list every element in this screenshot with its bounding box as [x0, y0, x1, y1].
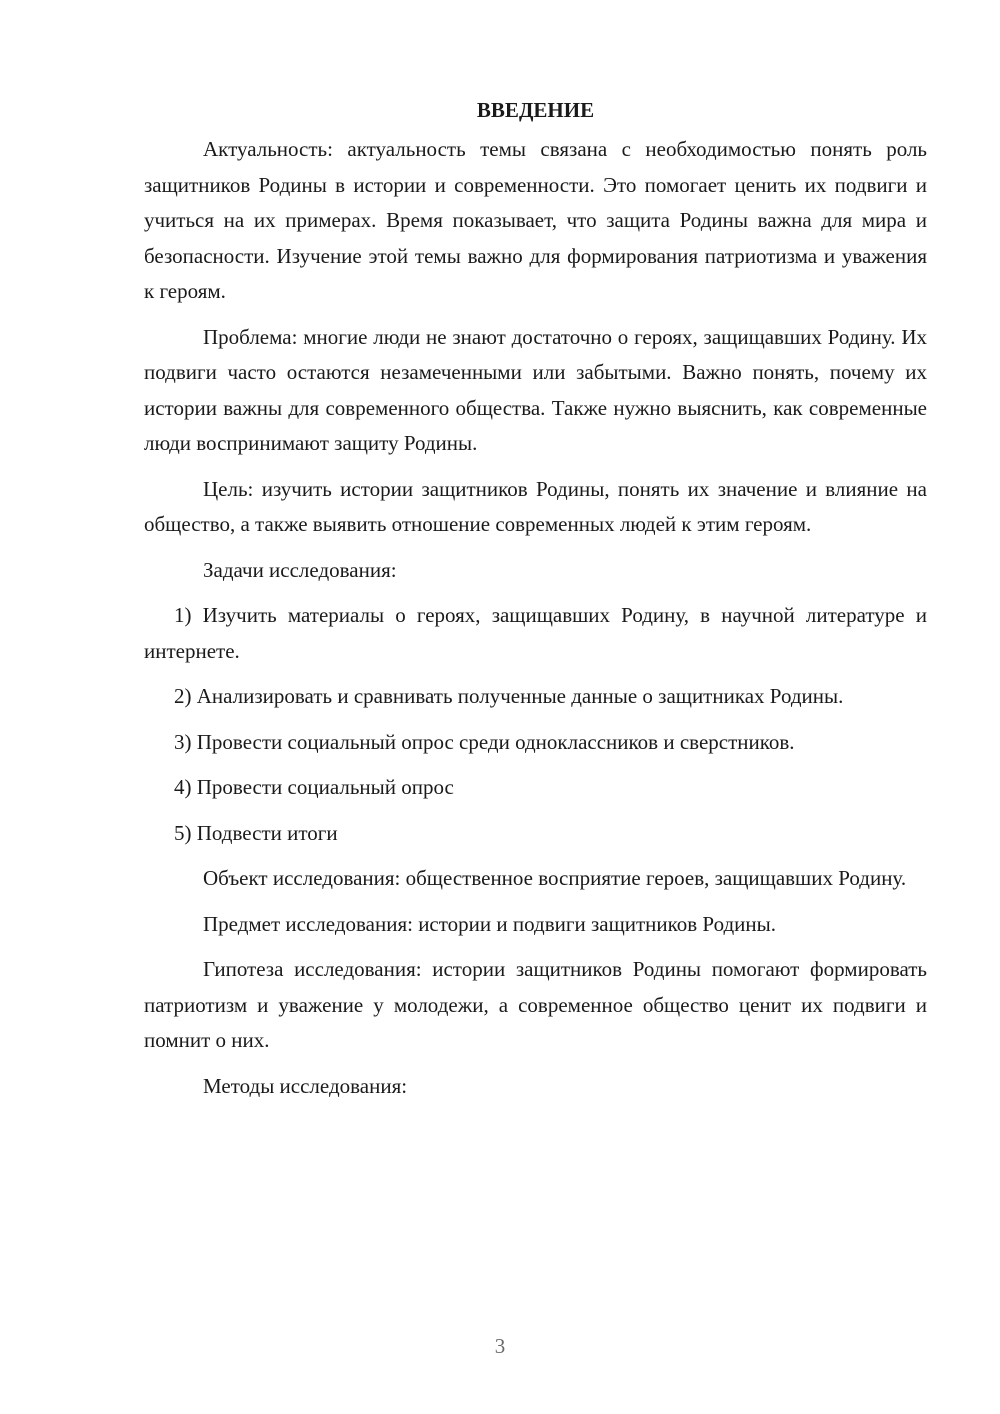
object-paragraph: Объект исследования: общественное восприятие героев, защищавших Родину.	[203, 866, 907, 890]
relevance-paragraph: Актуальность: актуальность темы связана с необходимостью понять роль защитников Родины в истории и современности. Это помогает ценить их подвиги и учиться на их примерах. Время показывает, что защита Родины важна для мира и безопасности. Изучение этой темы важно для формирования патриотизма и уважения к героям.	[144, 137, 927, 303]
methods-heading: Методы исследования:	[203, 1073, 408, 1098]
tasks-heading: Задачи исследования:	[203, 557, 397, 582]
task-item: 3) Провести социальный опрос среди одноклассников и сверстников.	[174, 729, 795, 754]
page-number: 3	[494, 1334, 506, 1358]
task-item: 1) Изучить материалы о героях, защищавших Родину, в научной литературе и интернете.	[144, 603, 927, 663]
task-item: 4) Провести социальный опрос	[174, 775, 454, 799]
problem-paragraph: Проблема: многие люди не знают достаточно о героях, защищавших Родину. Их подвиги часто остаются незамеченными или забытыми. Важно понять, почему их истории важны для современного общества. Также нужно выяснить, как современные люди воспринимают защиту Родины.	[144, 324, 927, 455]
subject-paragraph: Предмет исследования: истории и подвиги защитников Родины.	[203, 911, 776, 936]
goal-paragraph: Цель: изучить истории защитников Родины, понять их значение и влияние на общество, а также выявить отношение современных людей к этим героям.	[144, 476, 927, 536]
hypothesis-paragraph: Гипотеза исследования: истории защитников Родины помогают формировать патриотизм и уважение у молодежи, а современное общество ценит их подвиги и помнит о них.	[144, 957, 927, 1052]
tasks-list	[144, 598, 927, 851]
task-item: 5) Подвести итоги	[174, 820, 338, 845]
task-item: 2) Анализировать и сравнивать полученные данные о защитниках Родины.	[174, 684, 844, 708]
page-title: ВВЕДЕНИЕ	[476, 98, 595, 122]
document-body	[144, 92, 927, 1114]
